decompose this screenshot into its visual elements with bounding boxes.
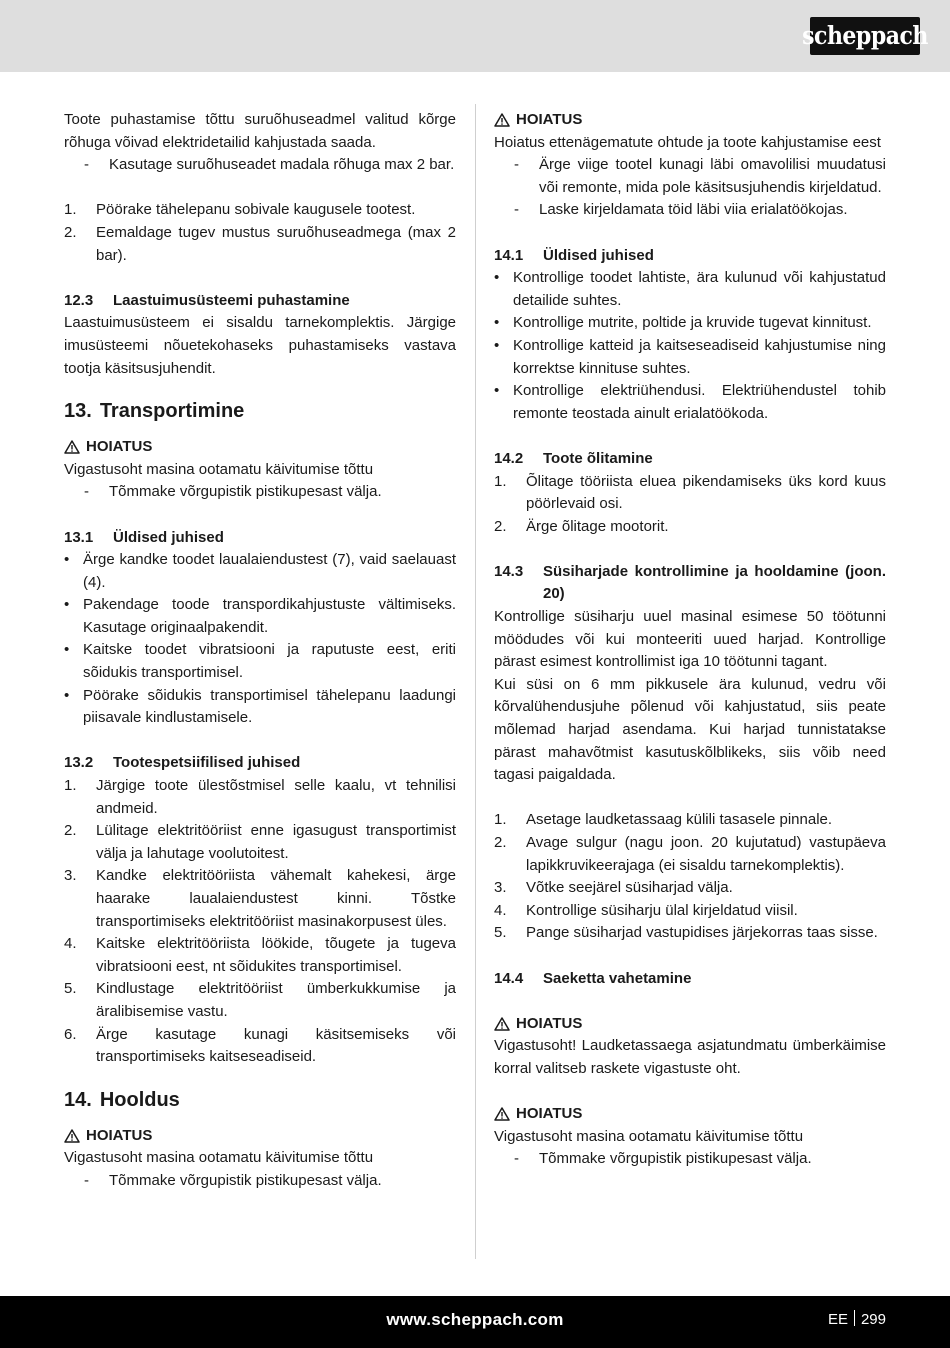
dash-item: - Tõmmake võrgupistik pistikupesast välja. xyxy=(84,1171,382,1189)
intro-paragraph: Toote puhastamise tõttu suruõhuseadmel valitud kõrge rõhuga võivad elektridetailid kahjustada saada. xyxy=(64,111,456,151)
bullet-item: • Kontrollige katteid ja kaitseseadiseid kahjustumise ning korrektse kinnituse suhtes. xyxy=(494,336,886,377)
section-heading-12-3: 12.3 Laastuimusüsteemi puhastamine xyxy=(64,291,350,309)
list-item xyxy=(64,222,456,267)
list-item: 5. Pange süsiharjad vastupidises järjekorras taas sisse. xyxy=(494,924,878,942)
section-heading-14-4: 14.4 Saeketta vahetamine xyxy=(494,969,692,987)
bullet-item: • Kontrollige mutrite, poltide ja kruvide tugevat kinnitust. xyxy=(494,314,872,332)
dash-item: - Laske kirjeldamata töid läbi viia erialatöökojas. xyxy=(514,201,848,219)
warning-triangle-icon xyxy=(494,1017,510,1031)
list-item: 1. Õlitage tööriista eluea pikendamiseks üks kord kuus pöörlevaid osi. xyxy=(494,472,886,513)
chapter-heading-14: 14. Hooldus xyxy=(64,1088,180,1111)
dash-item xyxy=(64,154,456,177)
brand-logo xyxy=(802,17,928,55)
list-item: 2. Avage sulgur (nagu joon. 20 kujutatud) vastupäeva lapikkruvikeerajaga (ei sisaldu tarnekomplektis). xyxy=(494,834,886,874)
list-item: 1. Asetage laudketassaag külili tasasele pinnale. xyxy=(494,811,833,829)
brand-logo-text: scheppach xyxy=(802,21,928,51)
warning-heading: HOIATUS xyxy=(494,1013,886,1036)
section-heading-14-2: 14.2 Toote õlitamine xyxy=(494,449,653,467)
section-heading-14-1: 14.1 Üldised juhised xyxy=(494,246,654,264)
list-item xyxy=(64,199,456,222)
section-heading-13-1: 13.1 Üldised juhised xyxy=(64,528,224,546)
dash-marker: - xyxy=(84,156,89,174)
list-item: 3. Kandke elektritööriista vähemalt kahekesi, ärge haarake laualaiendustest kinni. Tõstke transportimiseks elektritööriist masinakorpusest üles. xyxy=(64,867,456,930)
section-text: Laastuimusüsteem ei sisaldu tarnekomplektis. Järgige imusüsteemi nõuetekohaseks puhastamiseks vastava tootja käsitsusjuhendit. xyxy=(64,314,456,377)
warning-triangle-icon xyxy=(494,113,510,127)
list-item: 2. Lülitage elektritööriist enne igasugust transportimist välja ja lahutage voolutoitest. xyxy=(64,822,456,862)
dash-item: - Ärge viige tootel kunagi läbi omavolilisi muudatusi või remonte, mida pole käsitsusjuhendis kirjeldatud. xyxy=(514,156,886,196)
warning-text: Vigastusoht masina ootamatu käivitumise tõttu xyxy=(494,1127,804,1145)
warning-text: Vigastusoht! Laudketassaega asjatundmatu ümberkäimise korral valitseb raskete vigastuste oht. xyxy=(494,1037,886,1077)
right-column xyxy=(494,109,886,1171)
warning-heading: HOIATUS xyxy=(64,436,456,459)
section-heading-14-3: 14.3 Süsiharjade kontrollimine ja hooldamine (joon. 20) xyxy=(494,562,886,603)
bullet-item: • Ärge kandke toodet laualaiendustest (7), vaid saelauast (4). xyxy=(64,551,456,591)
warning-triangle-icon xyxy=(64,1129,80,1143)
list-item: 2. Ärge õlitage mootorit. xyxy=(494,517,669,535)
warning-text: Hoiatus ettenägematute ohtude ja toote kahjustamise eest xyxy=(494,133,881,151)
warning-heading: HOIATUS xyxy=(494,1103,886,1126)
warning-triangle-icon xyxy=(494,1107,510,1121)
list-text: Pöörake tähelepanu sobivale kaugusele tootest. xyxy=(96,201,416,219)
bullet-item: • Kaitske toodet vibratsiooni ja raputuste eest, eriti sõidukis transportimisel. xyxy=(64,641,456,682)
list-item: 6. Ärge kasutage kunagi käsitsemiseks või transportimiseks kaitseseadiseid. xyxy=(64,1025,456,1066)
dash-item: - Tõmmake võrgupistik pistikupesast välja. xyxy=(84,483,382,501)
page-header xyxy=(0,0,950,72)
section-text: Kontrollige süsiharju uuel masinal esimese 50 töötunni möödudes või kui monteeriti uued harjad. Kontrollige pärast esimest kontrollimist iga 10 töötunni tagant. xyxy=(494,608,886,671)
bullet-item: • Kontrollige toodet lahtiste, ära kulunud või kahjustatud detailide suhtes. xyxy=(494,269,886,309)
warning-text: Vigastusoht masina ootamatu käivitumise tõttu xyxy=(64,460,374,478)
page-footer xyxy=(0,1296,950,1348)
bullet-item: • Pakendage toode transpordikahjustuste vältimiseks. Kasutage originaalpakendit. xyxy=(64,596,456,636)
list-item: 4. Kaitske elektritööriista löökide, tõugete ja tugeva vibratsiooni eest, nt sõidukites transportimisel. xyxy=(64,935,456,975)
list-item: 4. Kontrollige süsiharju ülal kirjeldatud viisil. xyxy=(494,901,798,919)
footer-url[interactable]: www.scheppach.com xyxy=(386,1310,564,1329)
warning-triangle-icon xyxy=(64,440,80,454)
list-item: 3. Võtke seejärel süsiharjad välja. xyxy=(494,879,733,897)
bullet-item: • Kontrollige elektriühendusi. Elektriühendustel tohib remonte teostada ainult erialatöökoda. xyxy=(494,382,886,422)
warning-heading: HOIATUS xyxy=(64,1125,456,1148)
dash-item: - Tõmmake võrgupistik pistikupesast välja. xyxy=(514,1150,812,1168)
left-column xyxy=(64,109,456,1193)
warning-heading: HOIATUS xyxy=(494,109,886,132)
list-text: Eemaldage tugev mustus suruõhuseadmega (max 2 bar). xyxy=(96,223,456,264)
bullet-item: • Pöörake sõidukis transportimisel tähelepanu laadungi piisavale kindlustamisele. xyxy=(64,686,456,727)
list-number: 1. xyxy=(64,201,77,219)
chapter-heading-13: 13. Transportimine xyxy=(64,400,245,423)
dash-text: Kasutage suruõhuseadet madala rõhuga max 2 bar. xyxy=(109,156,455,174)
list-number: 2. xyxy=(64,223,77,241)
page-number: EE 299 xyxy=(827,1311,886,1328)
list-item: 5. Kindlustage elektritööriist ümberkukkumise ja äralibisemise vastu. xyxy=(64,980,456,1020)
section-heading-13-2: 13.2 Tootespetsiifilised juhised xyxy=(64,754,301,772)
warning-text: Vigastusoht masina ootamatu käivitumise tõttu xyxy=(64,1149,374,1167)
list-item: 1. Järgige toote ülestõstmisel selle kaalu, vt tehnilisi andmeid. xyxy=(64,777,456,817)
column-divider xyxy=(475,104,476,1259)
section-text: Kui süsi on 6 mm pikkusele ära kulunud, vedru või kõrvalühendusjuhe põlenud või kahjustatud, siis peate mõlemad harjad asendama. Kui harjad tunnistatakse pärast mahavõtmist kasutuskõlblikeks, siis võib need tagasi paigaldada. xyxy=(494,675,886,784)
